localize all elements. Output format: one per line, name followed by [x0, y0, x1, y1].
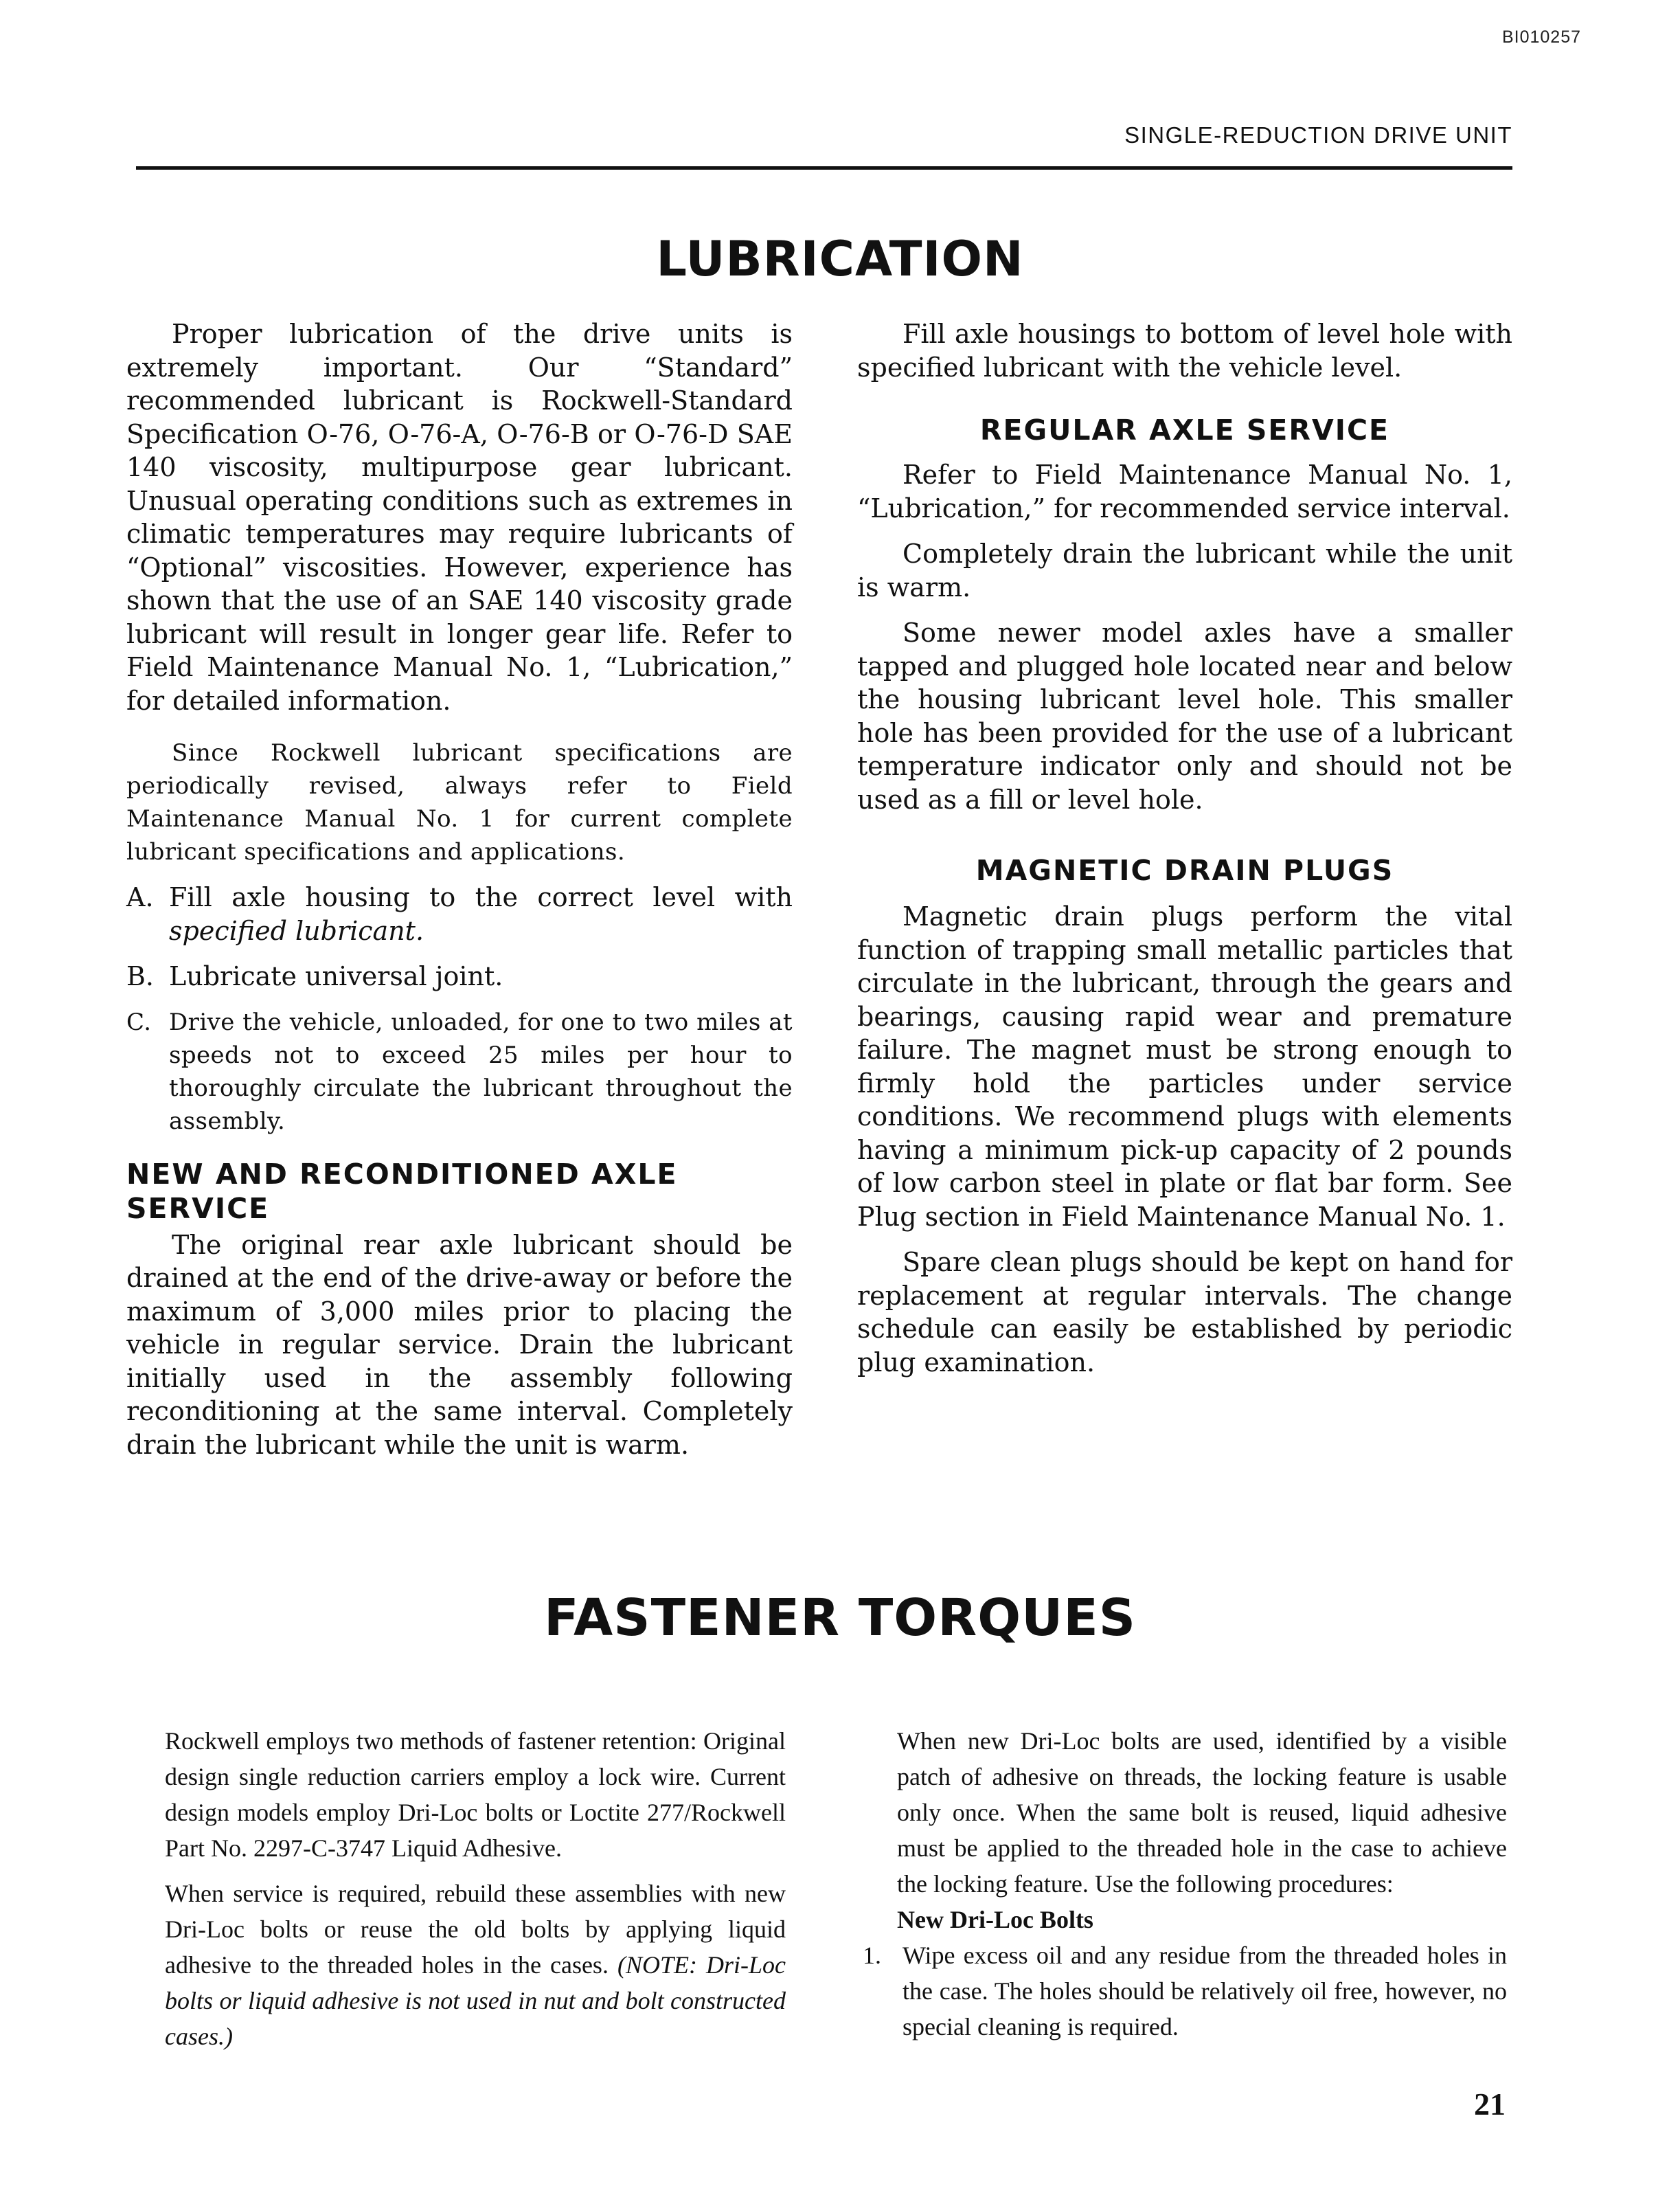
fill-text: Fill axle housings to bottom of level hole with specified lubricant with the vehicle level. — [857, 319, 1512, 383]
fastener-title: FASTENER TORQUES — [543, 1588, 1137, 1647]
step-c-text: Drive the vehicle, unloaded, for one to two miles at speeds not to exceed 25 miles per hour to thoroughly circulate the lubricant throughout the assembly. — [169, 1008, 793, 1135]
fastener-right-column — [863, 1723, 1507, 2045]
document-id: BI010257 — [1501, 27, 1581, 47]
new-service-heading: NEW AND RECONDITIONED AXLE SERVICE — [126, 1157, 678, 1225]
fastener-left-column — [165, 1723, 786, 2054]
step-b — [126, 960, 793, 993]
regular-text-2: Completely drain the lubricant while the unit is warm. — [857, 539, 1512, 603]
fastener-text-2 — [165, 1876, 786, 2054]
fastener-step-1 — [863, 1937, 1507, 2045]
fastener-step-1-marker: 1. — [863, 1942, 881, 1969]
regular-text-1: Refer to Field Maintenance Manual No. 1, “Lubrication,” for recommended service interval. — [857, 460, 1512, 524]
step-a-italic: specified lubricant. — [169, 915, 424, 946]
step-c — [126, 1006, 793, 1138]
step-a — [126, 881, 793, 947]
magnetic-text-1: Magnetic drain plugs perform the vital function of trapping small metallic particles that circulate in the lubricant, through the gears and bearings, causing rapid wear and premature failure. The magnet must be strong enough to firmly hold the particles under service conditions. We recommend plugs with elements having a minimum pick-up capacity of 2 pounds of low carbon steel in plate or flat bar form. See Plug section in Field Maintenance Manual No. 1. — [857, 901, 1512, 1232]
header-rule — [136, 166, 1512, 170]
fastener-subheading: New Dri-Loc Bolts — [897, 1906, 1093, 1933]
lubrication-title: LUBRICATION — [656, 231, 1024, 287]
step-b-marker: B. — [126, 961, 155, 991]
lubrication-note: Since Rockwell lubricant specifications are periodically revised, always refer to Field Maintenance Manual No. 1 for current complete lubricant specifications and applications. — [126, 739, 793, 866]
page-number: 21 — [1474, 2087, 1506, 2122]
magnetic-text-2: Spare clean plugs should be kept on hand for replacement at regular intervals. The change schedule can easily be established by periodic plug examination. — [857, 1247, 1512, 1377]
lubrication-left-column — [126, 317, 793, 1461]
regular-text-3: Some newer model axles have a smaller tapped and plugged hole located near and below the housing lubricant level hole. This smaller hole has been provided for the use of a lubricant temperature indicator only and should not be used as a fill or level hole. — [857, 618, 1512, 815]
fastener-text-3: When new Dri-Loc bolts are used, identified by a visible patch of adhesive on threads, the locking feature is usable only once. When the same bolt is reused, liquid adhesive must be applied to the threaded hole in the case to achieve the locking feature. Use the following procedures: — [897, 1727, 1507, 1898]
fastener-text-2-body: When service is required, rebuild these assemblies with new Dri-Loc bolts or reuse the old bolts by applying liquid adhesive to the threaded holes in the cases. — [165, 1880, 786, 1979]
fastener-step-1-text: Wipe excess oil and any residue from the threaded holes in the case. The holes should be relatively oil free, however, no special cleaning is required. — [903, 1942, 1507, 2040]
fastener-text-1: Rockwell employs two methods of fastener retention: Original design single reduction carriers employ a lock wire. Current design models employ Dri-Loc bolts or Loctite 277/Rockwell Part No. 2297-C-3747 Liquid Adhesive. — [165, 1727, 786, 1862]
fastener-text-2-note: (NOTE: Dri-Loc bolts or liquid adhesive is not used in nut and bolt constructed cases.) — [165, 1951, 786, 2050]
lubrication-intro: Proper lubrication of the drive units is extremely important. Our “Standard” recommended lubricant is Rockwell-Standard Specification O-76, O-76-A, O-76-B or O-76-D SAE 140 viscosity, multipurpose gear lubricant. Unusual operating conditions such as extremes in climatic temperatures may require lubricants of “Optional” viscosities. However, experience has shown that the use of an SAE 140 viscosity grade lubricant will result in longer gear life. Refer to Field Maintenance Manual No. 1, “Lubrication,” for detailed information. — [126, 319, 793, 716]
step-b-text: Lubricate universal joint. — [169, 961, 503, 991]
step-a-marker: A. — [126, 882, 154, 912]
lubrication-right-column — [857, 317, 1512, 1379]
step-a-text: Fill axle housing to the correct level with — [169, 882, 793, 912]
running-head: SINGLE-REDUCTION DRIVE UNIT — [1124, 122, 1512, 148]
magnetic-heading: MAGNETIC DRAIN PLUGS — [975, 854, 1394, 887]
new-service-text: The original rear axle lubricant should be drained at the end of the drive-away or before the maximum of 3,000 miles prior to placing the vehicle in regular service. Drain the lubricant initially used in the assembly following reconditioning at the same interval. Completely drain the lubricant while the unit is warm. — [126, 1229, 793, 1460]
regular-heading: REGULAR AXLE SERVICE — [979, 414, 1390, 447]
step-c-marker: C. — [126, 1008, 152, 1036]
